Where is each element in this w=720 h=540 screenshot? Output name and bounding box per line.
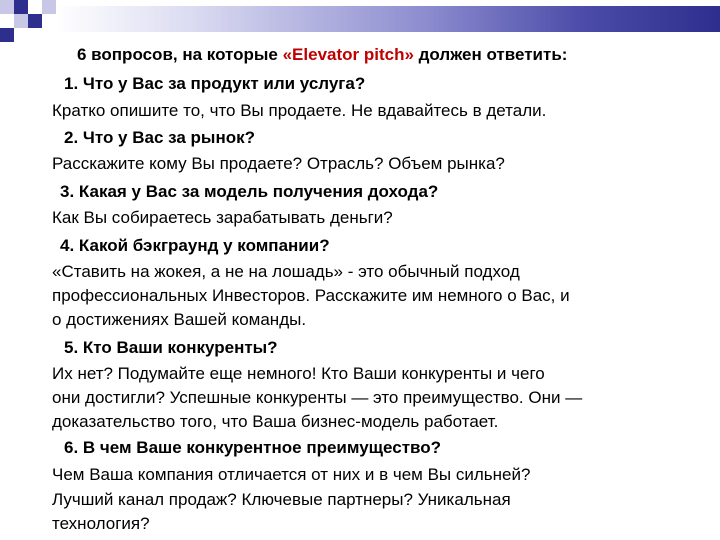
title-highlight: «Elevator pitch» xyxy=(282,45,414,64)
question-6-answer-line: Лучший канал продаж? Ключевые партнеры? Уникальная xyxy=(52,490,511,509)
deco-square xyxy=(14,0,28,14)
deco-square xyxy=(0,28,14,42)
question-3-answer: Как Вы собираетесь зарабатывать деньги? xyxy=(52,208,393,227)
deco-square xyxy=(0,0,14,14)
question-1-answer: Кратко опишите то, что Вы продаете. Не вдавайтесь в детали. xyxy=(52,101,547,120)
question-5-answer-line: они достигли? Успешные конкуренты — это преимущество. Они — xyxy=(52,388,583,407)
question-1-heading: 1. Что у Вас за продукт или услуга? xyxy=(64,74,366,93)
question-6-answer-line: технология? xyxy=(52,514,150,533)
question-2-answer: Расскажите кому Вы продаете? Отрасль? Объем рынка? xyxy=(52,154,505,173)
header-decoration xyxy=(0,0,720,40)
header-gradient-band xyxy=(56,6,720,32)
title-prefix: 6 вопросов, на которые xyxy=(77,45,283,64)
question-5-answer-line: Их нет? Подумайте еще немного! Кто Ваши конкуренты и чего xyxy=(52,364,545,383)
question-4-heading: 4. Какой бэкграунд у компании? xyxy=(60,236,330,255)
question-6-heading: 6. В чем Ваше конкурентное преимущество? xyxy=(64,438,442,457)
question-5-answer-line: доказательство того, что Ваша бизнес-модель работает. xyxy=(52,412,499,431)
question-4-answer-line: о достижениях Вашей команды. xyxy=(52,310,307,329)
deco-square xyxy=(14,14,28,28)
question-5-heading: 5. Кто Ваши конкуренты? xyxy=(64,338,278,357)
question-2-heading: 2. Что у Вас за рынок? xyxy=(64,128,255,147)
title-suffix: должен ответить: xyxy=(413,45,568,64)
question-4-answer-line: профессиональных Инвесторов. Расскажите им немного о Вас, и xyxy=(52,286,570,305)
deco-square xyxy=(28,14,42,28)
question-6-answer-line: Чем Ваша компания отличается от них и в чем Вы сильней? xyxy=(52,465,531,484)
deco-square xyxy=(42,0,56,14)
question-3-heading: 3. Какая у Вас за модель получения дохода? xyxy=(60,182,439,201)
question-4-answer-line: «Ставить на жокея, а не на лошадь» - это обычный подход xyxy=(52,262,520,281)
slide-title xyxy=(77,45,567,65)
